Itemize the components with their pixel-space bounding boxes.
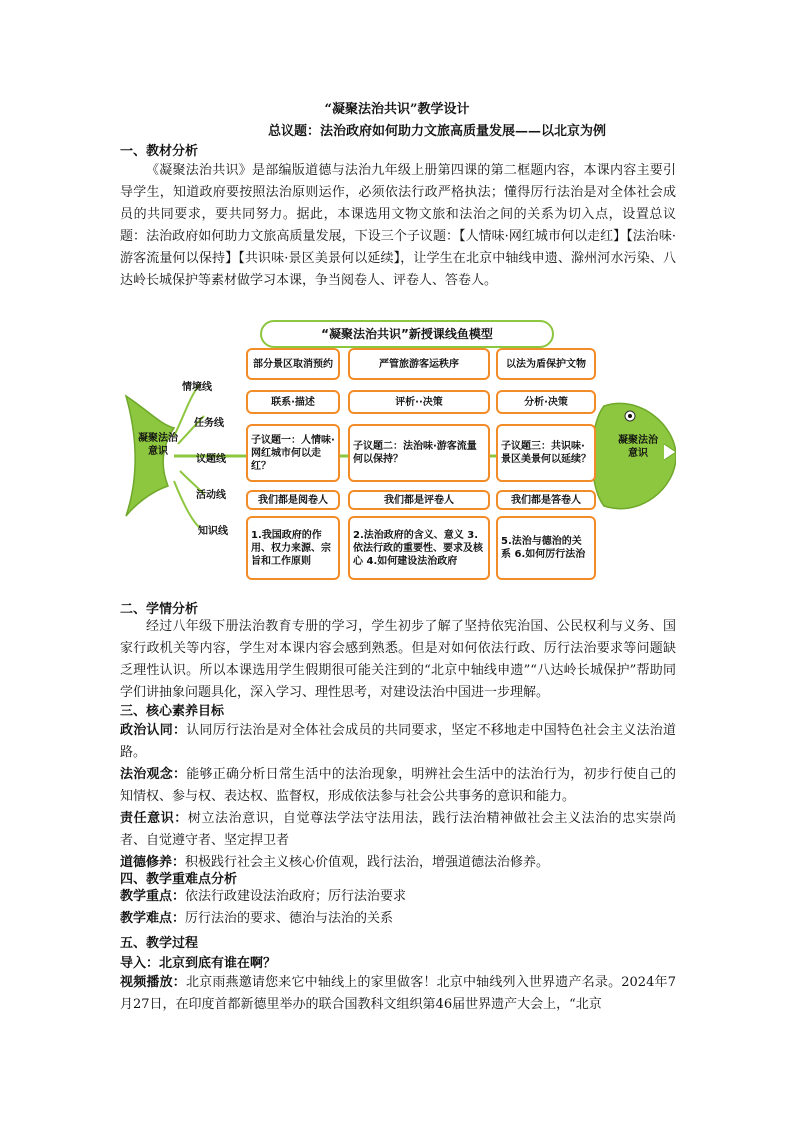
row-label-task: 任务线 — [194, 418, 224, 429]
task-box-2: 评析··决策 — [348, 390, 490, 414]
context-box-2: 严管旅游客运秩序 — [348, 348, 490, 380]
doc-title: “凝聚法治共识”教学设计 — [324, 102, 470, 117]
diff-text: 厉行法治的要求、德治与法治的关系 — [185, 911, 394, 926]
context-box-1: 部分景区取消预约 — [246, 348, 340, 380]
row-label-context: 情境线 — [182, 382, 212, 393]
task-box-1: 联系·描述 — [246, 390, 340, 414]
context-box-3: 以法为盾保护文物 — [496, 348, 596, 380]
doc-subtitle: 总议题：法治政府如何助力文旅高质量发展——以北京为例 — [267, 124, 606, 139]
section-heading-2: 二、学情分析 — [120, 602, 199, 617]
knowledge-box-3: 5.法治与德治的关系 6.如何厉行法治 — [496, 516, 596, 580]
video-text: 北京雨燕邀请您来它中轴线上的家里做客！北京中轴线列入世界遗产名录。2024年7月27日，在印度首都新德里举办的联合国教科文组织第46届世界遗产大会上，“北京 — [120, 975, 676, 1012]
row-label-topic: 议题线 — [196, 454, 226, 465]
key-text: 依法行政建设法治政府；厉行法治要求 — [185, 889, 407, 904]
diff-label: 教学难点： — [120, 911, 186, 926]
key-points — [120, 886, 676, 930]
knowledge-box-2: 2.法治政府的含义、意义 3.依法行政的重要性、要求及核心 4.如何建设法治政府 — [348, 516, 490, 580]
task-box-3: 分析·决策 — [496, 390, 596, 414]
activity-box-1: 我们都是阅卷人 — [246, 490, 340, 510]
activity-box-3: 我们都是答卷人 — [496, 490, 596, 510]
goal-label: 法治观念： — [120, 767, 187, 782]
section-1-body — [120, 160, 676, 292]
fish-pupil — [628, 414, 632, 418]
intro-heading: 导入：北京到底有谁在啊？ — [120, 956, 277, 971]
section-heading-5: 五、教学过程 — [120, 936, 199, 951]
goals-list — [120, 720, 676, 874]
activity-box-2: 我们都是评卷人 — [348, 490, 490, 510]
difficult-point — [120, 908, 676, 930]
key-label: 教学重点： — [120, 889, 186, 904]
goal-text: 认同厉行法治是对全体社会成员的共同要求，坚定不移地走中国特色社会主义法治道路。 — [120, 723, 676, 760]
section-heading-4: 四、教学重难点分析 — [120, 872, 238, 887]
row-label-activity: 活动线 — [196, 490, 226, 501]
diagram-banner: “凝聚法治共识”新授课线鱼模型 — [260, 320, 554, 348]
topic-box-3: 子议题三：共识味·景区美景何以延续？ — [496, 424, 596, 482]
section-1-paragraph: 《凝聚法治共识》是部编版道德与法治九年级上册第四课的第二框题内容，本课内容主要引导学生，知道政府要按照法治原则运作，必须依法行政严格执法；懂得厉行法治是对全体社会成员的共同要求，要共同努力。据此，本课选用文物文旅和法治之间的关系为切入点，设置总议题：法治政府如何助力文旅高质量发展，下设三个子议题：【人情味·网红城市何以走红】【法治味·游客流量何以保持】【共识味·景区美景何以延续】，让学生在北京中轴线申遗、滁州河水污染、八达岭长城保护等素材做学习本课，争当阅卷人、评卷人、答卷人。 — [120, 163, 676, 288]
goal-label: 道德修养： — [120, 855, 186, 870]
row-label-knowledge: 知识线 — [198, 526, 228, 537]
knowledge-box-1: 1.我国政府的作用、权力来源、宗旨和工作原则 — [246, 516, 340, 580]
goal-text: 能够正确分析日常生活中的法治现象，明辨社会生活中的法治行为，初步行使自己的知情权、参与权、表达权、监督权，形成依法参与社会公共事务的意识和能力。 — [120, 767, 676, 804]
goal-political — [120, 720, 676, 764]
key-point — [120, 886, 676, 908]
video-paragraph — [120, 972, 676, 1016]
goal-law — [120, 764, 676, 808]
goal-label: 政治认同： — [120, 723, 187, 738]
goal-text: 树立法治意识，自觉尊法学法守法用法，践行法治精神做社会主义法治的忠实崇尚者、自觉遵守者、坚定捍卫者 — [120, 811, 676, 848]
topic-box-1: 子议题一：人情味·网红城市何以走红？ — [246, 424, 340, 482]
topic-box-2: 子议题二：法治味·游客流量何以保持？ — [348, 424, 490, 482]
goal-label: 责任意识： — [120, 811, 188, 826]
section-heading-1: 一、教材分析 — [120, 144, 199, 159]
fish-head-text: 凝聚法治意识 — [618, 435, 658, 459]
fish-tail-text: 凝聚法治意识 — [138, 433, 178, 457]
video-label: 视频播放： — [120, 975, 186, 990]
section-heading-3: 三、核心素养目标 — [120, 704, 225, 719]
section-2-body — [120, 616, 676, 704]
section-2-paragraph: 经过八年级下册法治教育专册的学习，学生初步了解了坚持依宪治国、公民权利与义务、国家行政机关等内容，学生对本课内容会感到熟悉。但是对如何依法行政、厉行法治要求等问题缺乏理性认识。所以本课选用学生假期很可能关注到的“北京中轴线申遗”“八达岭长城保护”帮助同学们讲抽象问题具化，深入学习、理性思考，对建设法治中国进一步理解。 — [120, 619, 676, 700]
goal-text: 积极践行社会主义核心价值观，践行法治，增强道德法治修养。 — [185, 855, 550, 870]
fishbone-diagram — [120, 316, 676, 588]
goal-responsibility — [120, 808, 676, 852]
